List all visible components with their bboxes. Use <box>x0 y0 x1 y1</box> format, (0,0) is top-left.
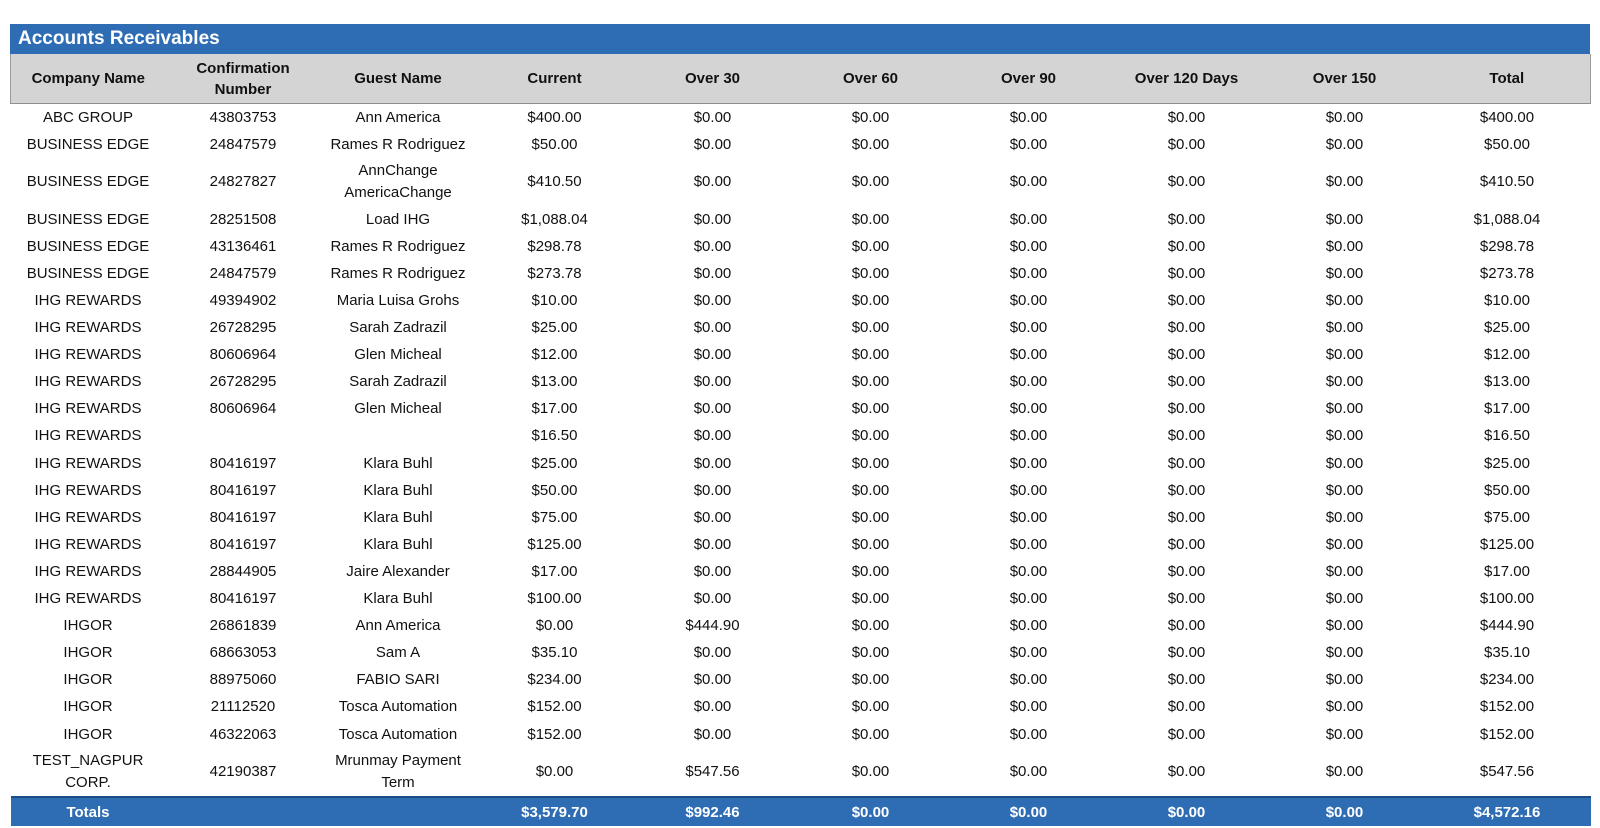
confirmation-number-cell: 80416197 <box>209 481 277 499</box>
over-30-cell: $444.90 <box>685 617 740 635</box>
over-90-cell: $0.00 <box>1009 644 1048 662</box>
col-over-60[interactable]: Over 60 <box>792 54 950 104</box>
total-cell: $10.00 <box>1484 292 1530 310</box>
over-60-cell: $0.00 <box>851 108 890 126</box>
over-120-days-cell: $0.00 <box>1167 698 1206 716</box>
over-60-cell: $0.00 <box>851 644 890 662</box>
over-150-cell: $0.00 <box>1325 562 1364 580</box>
confirmation-number-cell: 26728295 <box>209 373 277 391</box>
table-row[interactable] <box>11 260 1591 287</box>
table-row[interactable] <box>11 396 1591 423</box>
over-150-cell: $0.00 <box>1325 698 1364 716</box>
total-cell: $273.78 <box>1479 264 1535 282</box>
confirmation-number-cell: 80606964 <box>209 400 277 418</box>
confirmation-number-cell: 28251508 <box>209 210 277 228</box>
over-90-cell: $0.00 <box>1009 346 1048 364</box>
confirmation-number-cell: 68663053 <box>209 644 277 662</box>
guest-name-cell: Rames R Rodriguez <box>330 135 466 153</box>
guest-name-cell: Sarah Zadrazil <box>349 373 447 391</box>
guest-name-cell: Rames R Rodriguez <box>330 237 466 255</box>
table-row[interactable] <box>11 613 1591 640</box>
col-over-30[interactable]: Over 30 <box>634 54 792 104</box>
total-cell: $13.00 <box>1484 373 1530 391</box>
over-120-days-cell: $0.00 <box>1167 617 1206 635</box>
over-60-cell: $0.00 <box>851 237 890 255</box>
guest-name-cell: Sarah Zadrazil <box>349 319 447 337</box>
table-row[interactable] <box>11 233 1591 260</box>
company-name-cell: IHG REWARDS <box>34 508 142 526</box>
total-cell: $12.00 <box>1484 346 1530 364</box>
total-cell: $75.00 <box>1484 508 1530 526</box>
confirmation-number-cell: 26728295 <box>209 319 277 337</box>
over-30-cell: $0.00 <box>693 210 732 228</box>
totals-over-30: $992.46 <box>634 797 792 826</box>
total-cell: $547.56 <box>1479 763 1535 781</box>
over-120-days-cell: $0.00 <box>1167 454 1206 472</box>
over-90-cell: $0.00 <box>1009 237 1048 255</box>
over-90-cell: $0.00 <box>1009 264 1048 282</box>
table-row[interactable] <box>11 586 1591 613</box>
confirmation-number-cell <box>166 423 321 450</box>
guest-name-cell: Klara Buhl <box>363 590 433 608</box>
over-120-days-cell: $0.00 <box>1167 427 1206 445</box>
over-150-cell: $0.00 <box>1325 725 1364 743</box>
over-60-cell: $0.00 <box>851 173 890 191</box>
guest-name-cell: Tosca Automation <box>338 725 458 743</box>
over-90-cell: $0.00 <box>1009 135 1048 153</box>
guest-name-cell: Glen Micheal <box>354 400 442 418</box>
over-150-cell: $0.00 <box>1325 237 1364 255</box>
current-cell: $410.50 <box>527 173 582 191</box>
over-90-cell: $0.00 <box>1009 763 1048 781</box>
over-120-days-cell: $0.00 <box>1167 671 1206 689</box>
guest-name-cell: Klara Buhl <box>363 535 433 553</box>
over-90-cell: $0.00 <box>1009 173 1048 191</box>
over-120-days-cell: $0.00 <box>1167 210 1206 228</box>
totals-cell <box>321 797 476 826</box>
current-cell: $152.00 <box>527 698 582 716</box>
table-row[interactable] <box>11 131 1591 158</box>
over-30-cell: $0.00 <box>693 264 732 282</box>
over-150-cell: $0.00 <box>1325 508 1364 526</box>
over-60-cell: $0.00 <box>851 319 890 337</box>
total-cell: $410.50 <box>1479 173 1535 191</box>
totals-current: $3,579.70 <box>476 797 634 826</box>
over-120-days-cell: $0.00 <box>1167 108 1206 126</box>
over-150-cell: $0.00 <box>1325 346 1364 364</box>
total-cell: $25.00 <box>1484 319 1530 337</box>
company-name-cell: IHG REWARDS <box>34 400 142 418</box>
over-120-days-cell: $0.00 <box>1167 135 1206 153</box>
over-30-cell: $547.56 <box>685 763 740 781</box>
over-60-cell: $0.00 <box>851 590 890 608</box>
total-cell: $16.50 <box>1484 427 1530 445</box>
over-120-days-cell: $0.00 <box>1167 590 1206 608</box>
current-cell: $234.00 <box>527 671 582 689</box>
over-150-cell: $0.00 <box>1325 671 1364 689</box>
over-150-cell: $0.00 <box>1325 590 1364 608</box>
col-total[interactable]: Total <box>1424 54 1591 104</box>
current-cell: $50.00 <box>531 481 578 499</box>
guest-name-cell: Ann America <box>355 108 441 126</box>
over-120-days-cell: $0.00 <box>1167 292 1206 310</box>
table-row[interactable] <box>11 667 1591 694</box>
confirmation-number-cell: 24827827 <box>209 173 277 191</box>
current-cell: $25.00 <box>531 319 578 337</box>
guest-name-cell: Tosca Automation <box>338 698 458 716</box>
guest-name-cell: Rames R Rodriguez <box>330 264 466 282</box>
over-30-cell: $0.00 <box>693 481 732 499</box>
over-30-cell: $0.00 <box>693 400 732 418</box>
over-90-cell: $0.00 <box>1009 373 1048 391</box>
over-120-days-cell: $0.00 <box>1167 644 1206 662</box>
table-row[interactable] <box>11 450 1591 477</box>
over-150-cell: $0.00 <box>1325 454 1364 472</box>
company-name-cell: IHG REWARDS <box>34 373 142 391</box>
over-30-cell: $0.00 <box>693 535 732 553</box>
col-guest-name[interactable]: Guest Name <box>321 54 476 104</box>
over-90-cell: $0.00 <box>1009 108 1048 126</box>
table-row[interactable] <box>11 206 1591 233</box>
guest-name-cell: FABIO SARI <box>356 671 440 689</box>
total-cell: $152.00 <box>1479 698 1535 716</box>
current-cell: $100.00 <box>527 590 582 608</box>
current-cell: $400.00 <box>527 108 582 126</box>
over-30-cell: $0.00 <box>693 373 732 391</box>
over-90-cell: $0.00 <box>1009 508 1048 526</box>
confirmation-number-cell: 28844905 <box>209 562 277 580</box>
totals-over-90: $0.00 <box>950 797 1108 826</box>
over-120-days-cell: $0.00 <box>1167 173 1206 191</box>
over-150-cell: $0.00 <box>1325 108 1364 126</box>
over-120-days-cell: $0.00 <box>1167 725 1206 743</box>
company-name-cell: ABC GROUP <box>42 108 133 126</box>
over-90-cell: $0.00 <box>1009 210 1048 228</box>
totals-row <box>11 797 1591 826</box>
total-cell: $152.00 <box>1479 725 1535 743</box>
confirmation-number-cell: 43803753 <box>209 108 277 126</box>
over-120-days-cell: $0.00 <box>1167 346 1206 364</box>
over-90-cell: $0.00 <box>1009 590 1048 608</box>
company-name-cell: IHG REWARDS <box>34 346 142 364</box>
over-30-cell: $0.00 <box>693 173 732 191</box>
guest-name-cell <box>321 423 476 450</box>
total-cell: $50.00 <box>1484 135 1530 153</box>
guest-name-cell: Mrunmay Payment Term <box>335 752 461 792</box>
confirmation-number-cell: 80416197 <box>209 454 277 472</box>
over-60-cell: $0.00 <box>851 535 890 553</box>
over-60-cell: $0.00 <box>851 617 890 635</box>
current-cell: $152.00 <box>527 725 582 743</box>
company-name-cell: BUSINESS EDGE <box>26 173 150 191</box>
over-60-cell: $0.00 <box>851 454 890 472</box>
table-row[interactable] <box>11 477 1591 504</box>
total-cell: $444.90 <box>1479 617 1535 635</box>
confirmation-number-cell: 88975060 <box>209 671 277 689</box>
company-name-cell: IHGOR <box>63 644 113 662</box>
over-90-cell: $0.00 <box>1009 617 1048 635</box>
table-row[interactable] <box>11 104 1591 132</box>
guest-name-cell: Maria Luisa Grohs <box>336 292 460 310</box>
col-over-120-days[interactable]: Over 120 Days <box>1108 54 1266 104</box>
confirmation-number-cell: 43136461 <box>209 237 277 255</box>
table-body <box>11 104 1591 798</box>
company-name-cell: IHG REWARDS <box>34 292 142 310</box>
over-90-cell: $0.00 <box>1009 481 1048 499</box>
over-90-cell: $0.00 <box>1009 427 1048 445</box>
over-30-cell: $0.00 <box>693 135 732 153</box>
current-cell: $0.00 <box>535 617 574 635</box>
company-name-cell: IHG REWARDS <box>34 562 142 580</box>
over-30-cell: $0.00 <box>693 644 732 662</box>
over-90-cell: $0.00 <box>1009 535 1048 553</box>
table-row[interactable] <box>11 531 1591 558</box>
current-cell: $10.00 <box>531 292 578 310</box>
over-90-cell: $0.00 <box>1009 698 1048 716</box>
company-name-cell: BUSINESS EDGE <box>26 135 150 153</box>
col-over-90[interactable]: Over 90 <box>950 54 1108 104</box>
column-header-row <box>11 54 1591 104</box>
over-120-days-cell: $0.00 <box>1167 508 1206 526</box>
confirmation-number-cell: 80416197 <box>209 508 277 526</box>
total-cell: $100.00 <box>1479 590 1535 608</box>
over-60-cell: $0.00 <box>851 210 890 228</box>
current-cell: $0.00 <box>535 763 574 781</box>
current-cell: $75.00 <box>531 508 578 526</box>
company-name-cell: BUSINESS EDGE <box>26 210 150 228</box>
table-row[interactable] <box>11 158 1591 206</box>
table-row[interactable] <box>11 287 1591 314</box>
over-60-cell: $0.00 <box>851 481 890 499</box>
over-60-cell: $0.00 <box>851 400 890 418</box>
total-cell: $400.00 <box>1479 108 1535 126</box>
over-150-cell: $0.00 <box>1325 400 1364 418</box>
over-150-cell: $0.00 <box>1325 763 1364 781</box>
col-current[interactable]: Current <box>476 54 634 104</box>
over-30-cell: $0.00 <box>693 427 732 445</box>
current-cell: $12.00 <box>531 346 578 364</box>
accounts-receivables-report <box>10 24 1590 826</box>
over-150-cell: $0.00 <box>1325 319 1364 337</box>
totals-over-120-days: $0.00 <box>1108 797 1266 826</box>
table-row[interactable] <box>11 423 1591 450</box>
guest-name-cell: Jaire Alexander <box>346 562 450 580</box>
company-name-cell: IHG REWARDS <box>34 590 142 608</box>
company-name-cell: TEST_NAGPUR CORP. <box>32 752 144 792</box>
table-row[interactable] <box>11 342 1591 369</box>
over-90-cell: $0.00 <box>1009 292 1048 310</box>
over-120-days-cell: $0.00 <box>1167 562 1206 580</box>
over-150-cell: $0.00 <box>1325 264 1364 282</box>
over-60-cell: $0.00 <box>851 508 890 526</box>
totals-total: $4,572.16 <box>1424 797 1591 826</box>
over-30-cell: $0.00 <box>693 237 732 255</box>
totals-over-150: $0.00 <box>1266 797 1424 826</box>
totals-over-60: $0.00 <box>792 797 950 826</box>
report-title: Accounts Receivables <box>10 24 1590 54</box>
over-30-cell: $0.00 <box>693 454 732 472</box>
table-row[interactable] <box>11 721 1591 748</box>
over-60-cell: $0.00 <box>851 264 890 282</box>
over-150-cell: $0.00 <box>1325 617 1364 635</box>
table-row[interactable] <box>11 694 1591 721</box>
total-cell: $50.00 <box>1484 481 1530 499</box>
over-150-cell: $0.00 <box>1325 644 1364 662</box>
total-cell: $17.00 <box>1484 562 1530 580</box>
over-30-cell: $0.00 <box>693 319 732 337</box>
over-150-cell: $0.00 <box>1325 481 1364 499</box>
over-120-days-cell: $0.00 <box>1167 481 1206 499</box>
current-cell: $17.00 <box>531 400 578 418</box>
current-cell: $50.00 <box>531 135 578 153</box>
over-90-cell: $0.00 <box>1009 400 1048 418</box>
over-120-days-cell: $0.00 <box>1167 264 1206 282</box>
over-90-cell: $0.00 <box>1009 319 1048 337</box>
company-name-cell: IHGOR <box>63 698 113 716</box>
confirmation-number-cell: 80416197 <box>209 590 277 608</box>
over-60-cell: $0.00 <box>851 292 890 310</box>
confirmation-number-cell: 80416197 <box>209 535 277 553</box>
over-30-cell: $0.00 <box>693 346 732 364</box>
over-150-cell: $0.00 <box>1325 135 1364 153</box>
table-row[interactable] <box>11 315 1591 342</box>
current-cell: $298.78 <box>527 237 582 255</box>
current-cell: $13.00 <box>531 373 578 391</box>
confirmation-number-cell: 24847579 <box>209 135 277 153</box>
totals-cell <box>166 797 321 826</box>
confirmation-number-cell: 49394902 <box>209 292 277 310</box>
table-row[interactable] <box>11 748 1591 797</box>
total-cell: $25.00 <box>1484 454 1530 472</box>
over-30-cell: $0.00 <box>693 108 732 126</box>
over-120-days-cell: $0.00 <box>1167 535 1206 553</box>
current-cell: $17.00 <box>531 562 578 580</box>
over-60-cell: $0.00 <box>851 135 890 153</box>
over-60-cell: $0.00 <box>851 698 890 716</box>
company-name-cell: IHG REWARDS <box>34 535 142 553</box>
table-row[interactable] <box>11 369 1591 396</box>
col-confirmation-number[interactable]: Confirmation Number <box>166 54 321 104</box>
totals-label: Totals <box>11 797 166 826</box>
total-cell: $234.00 <box>1479 671 1535 689</box>
company-name-cell: IHGOR <box>63 617 113 635</box>
current-cell: $35.10 <box>531 644 578 662</box>
over-120-days-cell: $0.00 <box>1167 763 1206 781</box>
company-name-cell: IHGOR <box>63 725 113 743</box>
total-cell: $298.78 <box>1479 237 1535 255</box>
total-cell: $125.00 <box>1479 535 1535 553</box>
over-30-cell: $0.00 <box>693 698 732 716</box>
current-cell: $273.78 <box>527 264 582 282</box>
over-60-cell: $0.00 <box>851 346 890 364</box>
over-120-days-cell: $0.00 <box>1167 400 1206 418</box>
over-60-cell: $0.00 <box>851 562 890 580</box>
over-120-days-cell: $0.00 <box>1167 237 1206 255</box>
over-90-cell: $0.00 <box>1009 671 1048 689</box>
company-name-cell: IHGOR <box>63 671 113 689</box>
company-name-cell: IHG REWARDS <box>34 427 142 445</box>
company-name-cell: BUSINESS EDGE <box>26 237 150 255</box>
over-30-cell: $0.00 <box>693 725 732 743</box>
over-150-cell: $0.00 <box>1325 292 1364 310</box>
confirmation-number-cell: 24847579 <box>209 264 277 282</box>
over-30-cell: $0.00 <box>693 292 732 310</box>
over-120-days-cell: $0.00 <box>1167 319 1206 337</box>
total-cell: $1,088.04 <box>1473 210 1541 228</box>
table-row[interactable] <box>11 640 1591 667</box>
col-over-150[interactable]: Over 150 <box>1266 54 1424 104</box>
confirmation-number-cell: 21112520 <box>210 698 276 716</box>
over-30-cell: $0.00 <box>693 562 732 580</box>
confirmation-number-cell: 42190387 <box>209 763 277 781</box>
over-60-cell: $0.00 <box>851 671 890 689</box>
table-row[interactable] <box>11 504 1591 531</box>
over-60-cell: $0.00 <box>851 725 890 743</box>
receivables-table <box>10 54 1591 826</box>
over-60-cell: $0.00 <box>851 427 890 445</box>
guest-name-cell: AnnChange AmericaChange <box>344 162 452 202</box>
guest-name-cell: Klara Buhl <box>363 481 433 499</box>
guest-name-cell: Glen Micheal <box>354 346 442 364</box>
current-cell: $25.00 <box>531 454 578 472</box>
over-150-cell: $0.00 <box>1325 210 1364 228</box>
current-cell: $1,088.04 <box>521 210 588 228</box>
guest-name-cell: Sam A <box>375 644 421 662</box>
table-row[interactable] <box>11 558 1591 585</box>
over-30-cell: $0.00 <box>693 671 732 689</box>
guest-name-cell: Load IHG <box>365 210 431 228</box>
col-company-name[interactable]: Company Name <box>11 54 166 104</box>
company-name-cell: BUSINESS EDGE <box>26 264 150 282</box>
over-150-cell: $0.00 <box>1325 373 1364 391</box>
company-name-cell: IHG REWARDS <box>34 454 142 472</box>
over-90-cell: $0.00 <box>1009 562 1048 580</box>
guest-name-cell: Klara Buhl <box>363 508 433 526</box>
current-cell: $16.50 <box>531 427 578 445</box>
confirmation-number-cell: 46322063 <box>209 725 277 743</box>
over-60-cell: $0.00 <box>851 373 890 391</box>
over-150-cell: $0.00 <box>1325 535 1364 553</box>
over-90-cell: $0.00 <box>1009 454 1048 472</box>
over-60-cell: $0.00 <box>851 763 890 781</box>
over-150-cell: $0.00 <box>1325 427 1364 445</box>
current-cell: $125.00 <box>527 535 582 553</box>
over-90-cell: $0.00 <box>1009 725 1048 743</box>
over-120-days-cell: $0.00 <box>1167 373 1206 391</box>
company-name-cell: IHG REWARDS <box>34 319 142 337</box>
guest-name-cell: Klara Buhl <box>363 454 433 472</box>
confirmation-number-cell: 80606964 <box>209 346 277 364</box>
over-30-cell: $0.00 <box>693 508 732 526</box>
guest-name-cell: Ann America <box>355 617 441 635</box>
company-name-cell: IHG REWARDS <box>34 481 142 499</box>
total-cell: $17.00 <box>1484 400 1530 418</box>
over-150-cell: $0.00 <box>1325 173 1364 191</box>
total-cell: $35.10 <box>1484 644 1530 662</box>
confirmation-number-cell: 26861839 <box>209 617 277 635</box>
over-30-cell: $0.00 <box>693 590 732 608</box>
